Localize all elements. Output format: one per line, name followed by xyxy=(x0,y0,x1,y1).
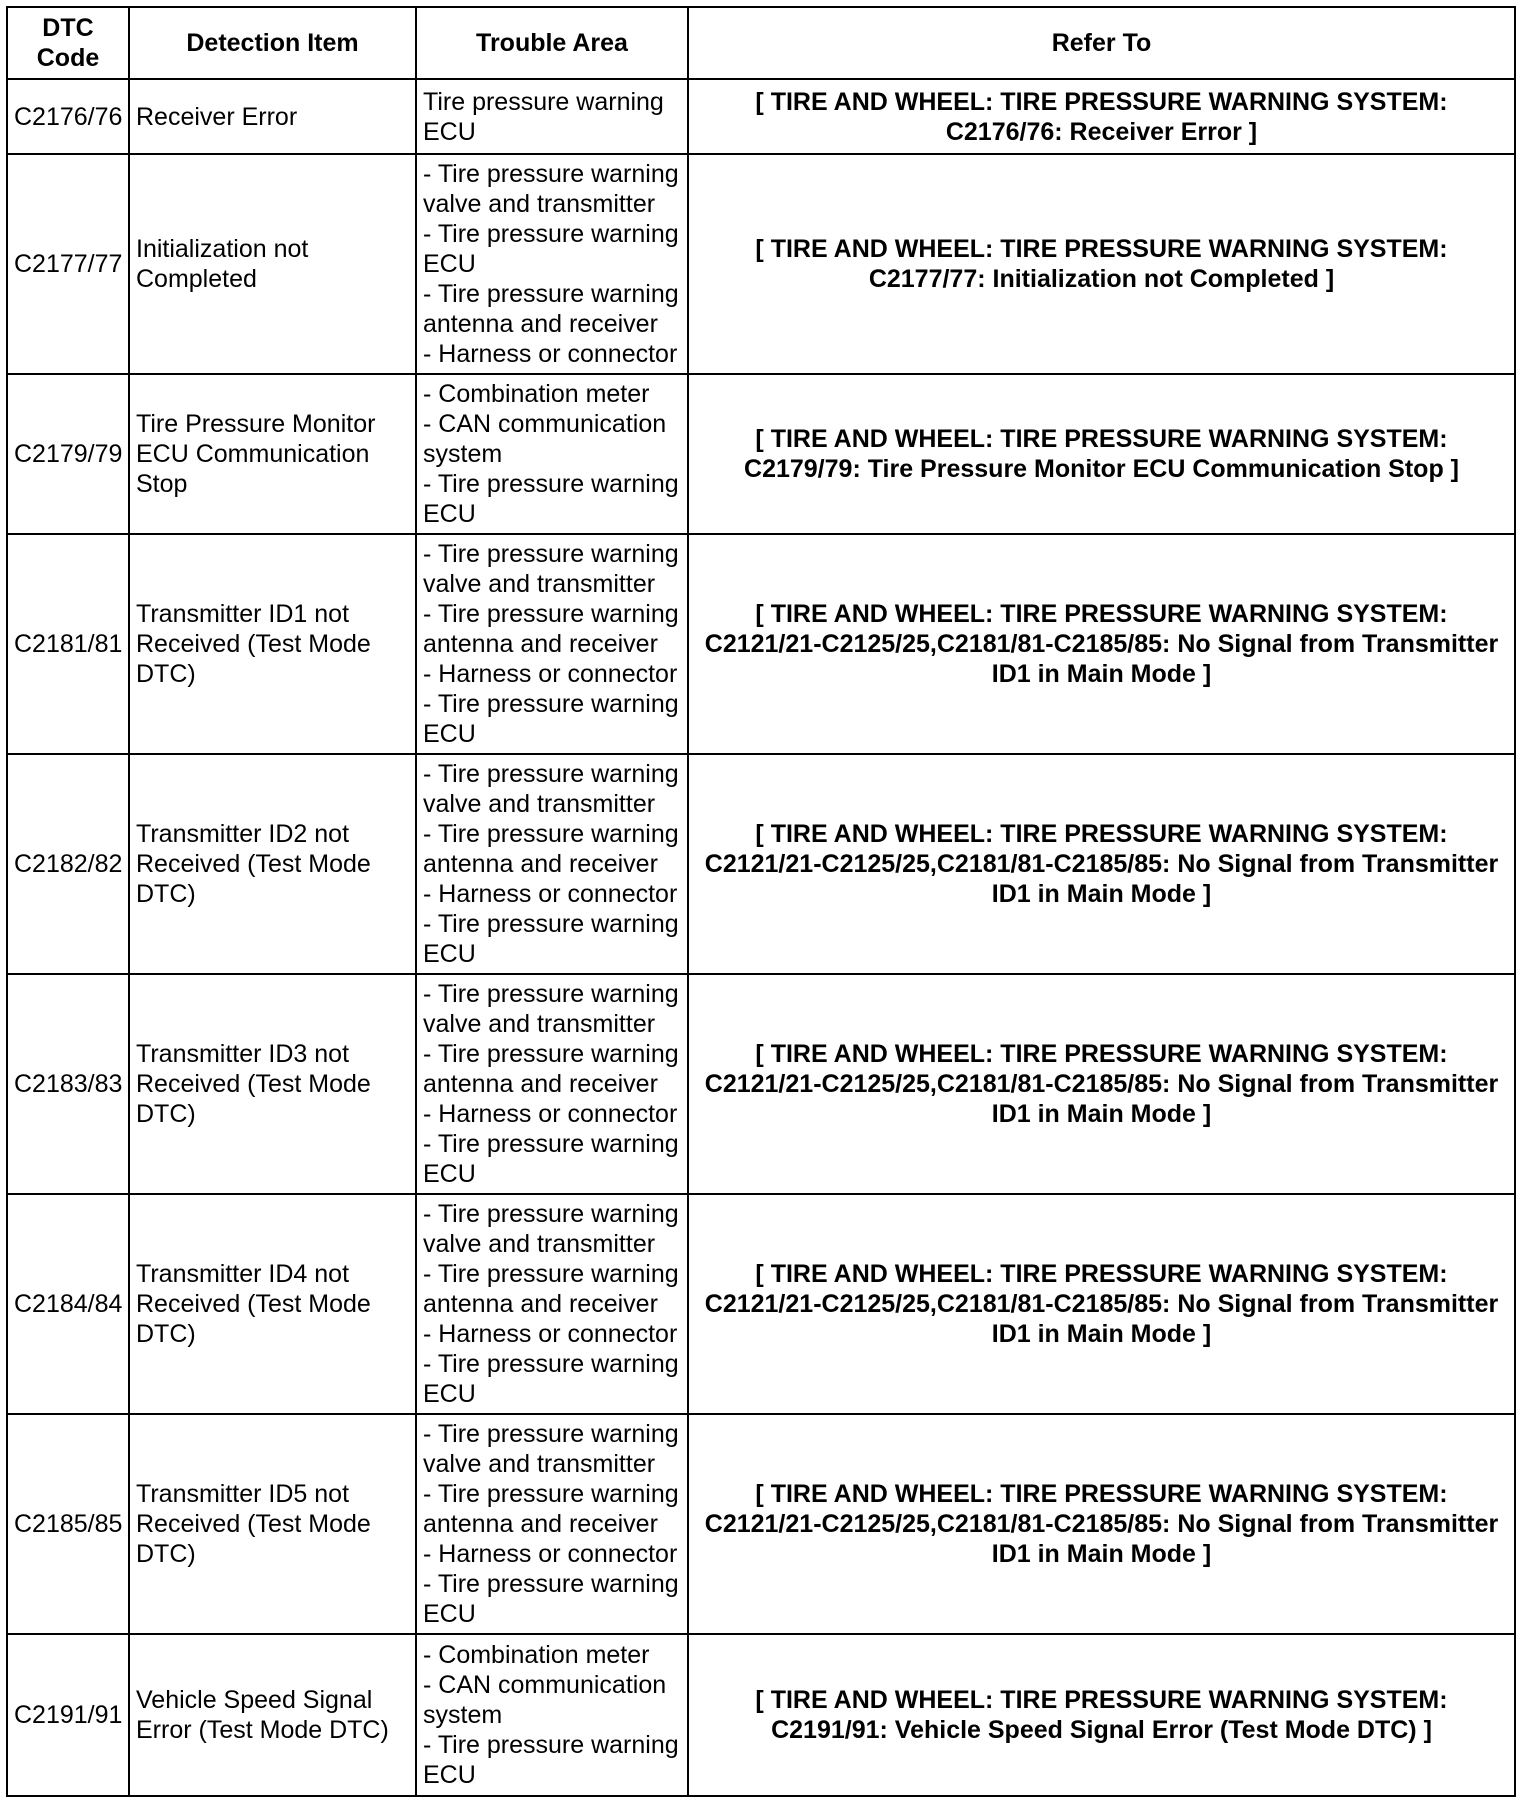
trouble-area-line: ECU xyxy=(423,720,476,748)
refer-to-link-line[interactable]: ID1 in Main Mode ] xyxy=(991,1320,1212,1348)
refer-to-link-line[interactable]: C2191/91: Vehicle Speed Signal Error (Test Mode DTC) ] xyxy=(771,1716,1432,1744)
trouble-area-line: - Combination meter xyxy=(423,1641,650,1669)
refer-to-link-line[interactable]: C2121/21-C2125/25,C2181/81-C2185/85: No Signal from Transmitter xyxy=(704,630,1499,658)
trouble-area-line: - Tire pressure warning xyxy=(423,1040,679,1068)
refer-to-cell xyxy=(688,374,1515,534)
refer-to-link-line[interactable]: [ TIRE AND WHEEL: TIRE PRESSURE WARNING SYSTEM: xyxy=(755,600,1448,628)
trouble-area-line: - Tire pressure warning xyxy=(423,820,679,848)
trouble-area-cell xyxy=(416,1194,688,1414)
trouble-area-cell xyxy=(416,1634,688,1796)
detection-item-cell: Tire Pressure Monitor ECU Communication Stop xyxy=(129,374,416,534)
refer-to-link-line[interactable]: [ TIRE AND WHEEL: TIRE PRESSURE WARNING SYSTEM: xyxy=(755,820,1448,848)
trouble-area-cell xyxy=(416,374,688,534)
trouble-area-line: - Tire pressure warning xyxy=(423,1260,679,1288)
refer-to-cell xyxy=(688,974,1515,1194)
trouble-area-line: valve and transmitter xyxy=(423,790,656,818)
trouble-area-line: ECU xyxy=(423,940,476,968)
trouble-area-line: - Tire pressure warning xyxy=(423,220,679,248)
trouble-area-line: antenna and receiver xyxy=(423,1510,658,1538)
trouble-area-line: - Tire pressure warning xyxy=(423,910,679,938)
header-trouble-area: Trouble Area xyxy=(416,7,688,79)
dtc-code-cell: C2177/77 xyxy=(7,154,129,374)
detection-item-cell: Transmitter ID5 not Received (Test Mode DTC) xyxy=(129,1414,416,1634)
trouble-area-line: Tire pressure warning xyxy=(423,87,664,116)
trouble-area-line: - Tire pressure warning xyxy=(423,160,679,188)
refer-to-link-line[interactable]: ID1 in Main Mode ] xyxy=(991,660,1212,688)
refer-to-link-line[interactable]: C2179/79: Tire Pressure Monitor ECU Communication Stop ] xyxy=(744,455,1459,483)
refer-to-cell xyxy=(688,154,1515,374)
refer-to-link-line[interactable]: C2121/21-C2125/25,C2181/81-C2185/85: No Signal from Transmitter xyxy=(704,1510,1499,1538)
refer-to-link-line[interactable]: C2121/21-C2125/25,C2181/81-C2185/85: No Signal from Transmitter xyxy=(704,1070,1499,1098)
dtc-table xyxy=(6,6,1516,1797)
refer-to-link-line[interactable]: C2176/76: Receiver Error ] xyxy=(945,117,1258,146)
header-detection-item: Detection Item xyxy=(129,7,416,79)
header-dtc-code: DTC Code xyxy=(7,7,129,79)
trouble-area-line: - Harness or connector xyxy=(423,340,678,368)
trouble-area-line: ECU xyxy=(423,1600,476,1628)
refer-to-cell xyxy=(688,1194,1515,1414)
table-row xyxy=(7,79,1515,154)
trouble-area-line: - CAN communication xyxy=(423,410,667,438)
trouble-area-line: ECU xyxy=(423,1380,476,1408)
detection-item-cell: Transmitter ID2 not Received (Test Mode DTC) xyxy=(129,754,416,974)
table-row xyxy=(7,974,1515,1194)
detection-item-cell: Initialization not Completed xyxy=(129,154,416,374)
trouble-area-line: - Harness or connector xyxy=(423,1100,678,1128)
trouble-area-line: - Tire pressure warning xyxy=(423,980,679,1008)
trouble-area-line: - CAN communication xyxy=(423,1671,667,1699)
trouble-area-line: - Tire pressure warning xyxy=(423,1420,679,1448)
trouble-area-line: - Tire pressure warning xyxy=(423,1570,679,1598)
trouble-area-line: ECU xyxy=(423,1761,476,1789)
trouble-area-line: valve and transmitter xyxy=(423,1010,656,1038)
trouble-area-line: antenna and receiver xyxy=(423,310,658,338)
trouble-area-line: - Tire pressure warning xyxy=(423,760,679,788)
trouble-area-line: ECU xyxy=(423,250,476,278)
trouble-area-line: - Tire pressure warning xyxy=(423,690,679,718)
dtc-code-cell: C2182/82 xyxy=(7,754,129,974)
trouble-area-line: ECU xyxy=(423,500,476,528)
detection-item-cell: Transmitter ID3 not Received (Test Mode DTC) xyxy=(129,974,416,1194)
dtc-code-cell: C2183/83 xyxy=(7,974,129,1194)
trouble-area-line: ECU xyxy=(423,1160,476,1188)
trouble-area-line: - Harness or connector xyxy=(423,660,678,688)
refer-to-cell xyxy=(688,754,1515,974)
trouble-area-line: antenna and receiver xyxy=(423,850,658,878)
header-refer-to: Refer To xyxy=(688,7,1515,79)
table-row xyxy=(7,534,1515,754)
refer-to-link-line[interactable]: [ TIRE AND WHEEL: TIRE PRESSURE WARNING SYSTEM: xyxy=(755,1040,1448,1068)
trouble-area-line: - Tire pressure warning xyxy=(423,1480,679,1508)
trouble-area-line: - Harness or connector xyxy=(423,880,678,908)
detection-item-cell: Transmitter ID4 not Received (Test Mode DTC) xyxy=(129,1194,416,1414)
table-header-row xyxy=(7,7,1515,79)
table-row xyxy=(7,754,1515,974)
trouble-area-line: - Tire pressure warning xyxy=(423,470,679,498)
table-row xyxy=(7,1634,1515,1796)
refer-to-cell xyxy=(688,79,1515,154)
trouble-area-line: - Combination meter xyxy=(423,380,650,408)
table-row xyxy=(7,1414,1515,1634)
refer-to-link-line[interactable]: [ TIRE AND WHEEL: TIRE PRESSURE WARNING SYSTEM: xyxy=(755,1260,1448,1288)
table-row xyxy=(7,154,1515,374)
trouble-area-cell xyxy=(416,1414,688,1634)
trouble-area-line: - Tire pressure warning xyxy=(423,280,679,308)
trouble-area-line: - Harness or connector xyxy=(423,1320,678,1348)
trouble-area-line: - Tire pressure warning xyxy=(423,600,679,628)
trouble-area-line: - Tire pressure warning xyxy=(423,1731,679,1759)
trouble-area-cell xyxy=(416,79,688,154)
trouble-area-line: - Tire pressure warning xyxy=(423,1200,679,1228)
trouble-area-cell xyxy=(416,974,688,1194)
table-row xyxy=(7,1194,1515,1414)
trouble-area-line: ECU xyxy=(423,117,476,146)
dtc-code-cell: C2179/79 xyxy=(7,374,129,534)
refer-to-link-line[interactable]: [ TIRE AND WHEEL: TIRE PRESSURE WARNING SYSTEM: xyxy=(755,235,1448,263)
trouble-area-line: valve and transmitter xyxy=(423,1230,656,1258)
refer-to-link-line[interactable]: [ TIRE AND WHEEL: TIRE PRESSURE WARNING SYSTEM: xyxy=(755,87,1448,116)
trouble-area-cell xyxy=(416,754,688,974)
trouble-area-line: - Tire pressure warning xyxy=(423,1130,679,1158)
refer-to-cell xyxy=(688,1634,1515,1796)
dtc-code-cell: C2185/85 xyxy=(7,1414,129,1634)
detection-item-cell: Vehicle Speed Signal Error (Test Mode DTC) xyxy=(129,1634,416,1796)
trouble-area-line: antenna and receiver xyxy=(423,1070,658,1098)
trouble-area-line: valve and transmitter xyxy=(423,1450,656,1478)
trouble-area-line: system xyxy=(423,440,503,468)
trouble-area-line: antenna and receiver xyxy=(423,1290,658,1318)
trouble-area-line: - Harness or connector xyxy=(423,1540,678,1568)
table-body xyxy=(7,79,1515,1796)
refer-to-link-line[interactable]: C2121/21-C2125/25,C2181/81-C2185/85: No Signal from Transmitter xyxy=(704,850,1499,878)
refer-to-link-line[interactable]: C2121/21-C2125/25,C2181/81-C2185/85: No Signal from Transmitter xyxy=(704,1290,1499,1318)
refer-to-link-line[interactable]: ID1 in Main Mode ] xyxy=(991,1540,1212,1568)
refer-to-link-line[interactable]: [ TIRE AND WHEEL: TIRE PRESSURE WARNING SYSTEM: xyxy=(755,1686,1448,1714)
refer-to-cell xyxy=(688,1414,1515,1634)
trouble-area-line: - Tire pressure warning xyxy=(423,1350,679,1378)
dtc-code-cell: C2191/91 xyxy=(7,1634,129,1796)
trouble-area-cell xyxy=(416,534,688,754)
trouble-area-line: system xyxy=(423,1701,503,1729)
refer-to-link-line[interactable]: C2177/77: Initialization not Completed ] xyxy=(868,265,1335,293)
table-row xyxy=(7,374,1515,534)
trouble-area-cell xyxy=(416,154,688,374)
trouble-area-line: valve and transmitter xyxy=(423,190,656,218)
refer-to-link-line[interactable]: ID1 in Main Mode ] xyxy=(991,1100,1212,1128)
detection-item-cell: Receiver Error xyxy=(129,79,416,154)
refer-to-link-line[interactable]: ID1 in Main Mode ] xyxy=(991,880,1212,908)
trouble-area-line: valve and transmitter xyxy=(423,570,656,598)
refer-to-link-line[interactable]: [ TIRE AND WHEEL: TIRE PRESSURE WARNING SYSTEM: xyxy=(755,425,1448,453)
dtc-code-cell: C2176/76 xyxy=(7,79,129,154)
trouble-area-line: antenna and receiver xyxy=(423,630,658,658)
refer-to-link-line[interactable]: [ TIRE AND WHEEL: TIRE PRESSURE WARNING SYSTEM: xyxy=(755,1480,1448,1508)
refer-to-cell xyxy=(688,534,1515,754)
dtc-code-cell: C2181/81 xyxy=(7,534,129,754)
detection-item-cell: Transmitter ID1 not Received (Test Mode DTC) xyxy=(129,534,416,754)
trouble-area-line: - Tire pressure warning xyxy=(423,540,679,568)
dtc-code-cell: C2184/84 xyxy=(7,1194,129,1414)
